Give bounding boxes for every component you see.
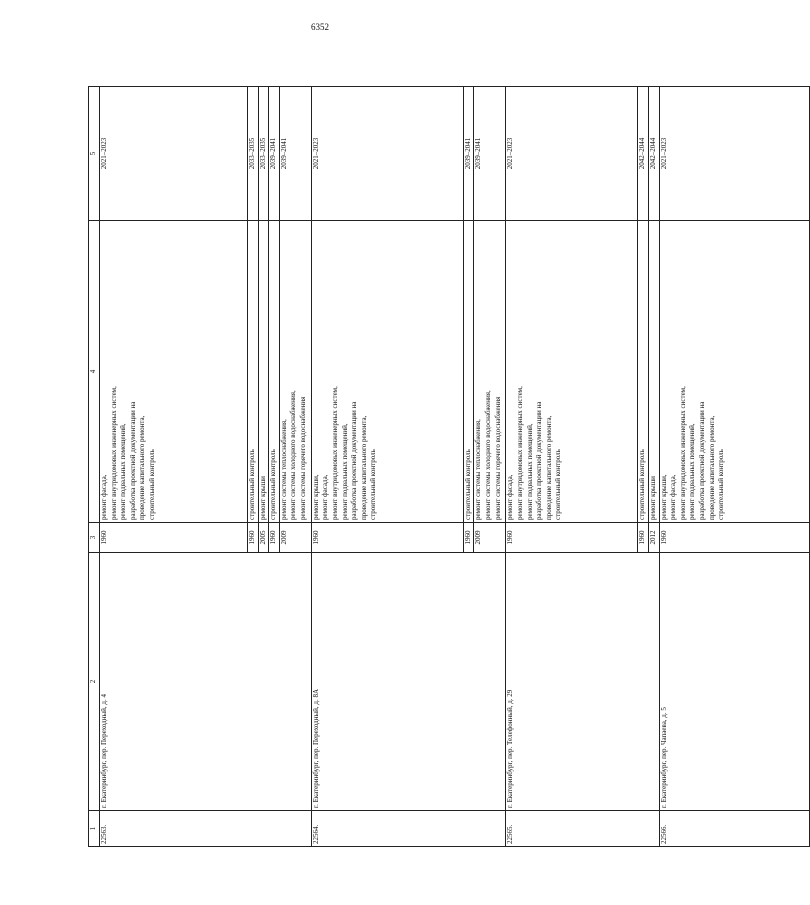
page-number: 6352 bbox=[311, 22, 329, 32]
header-col-5: 5 bbox=[89, 87, 100, 221]
year-cell: 1960 bbox=[311, 523, 463, 553]
period-cell: 2042–2044 bbox=[638, 87, 649, 221]
works-cell bbox=[506, 221, 638, 523]
works-cell bbox=[269, 221, 280, 523]
year-cell: 1960 bbox=[269, 523, 280, 553]
period-cell: 2021–2023 bbox=[659, 87, 809, 221]
period-cell: 2021–2023 bbox=[100, 87, 248, 221]
address-cell: г. Екатеринбург, пер. Телефонный, д. 29 bbox=[506, 553, 659, 811]
work-item: строительный контроль bbox=[269, 449, 278, 520]
header-col-4: 4 bbox=[89, 221, 100, 523]
work-item: строительный контроль bbox=[638, 449, 647, 520]
work-item: ремонт фасада, bbox=[321, 474, 330, 520]
rotated-page bbox=[88, 87, 726, 847]
work-item: ремонт фасада, bbox=[506, 474, 515, 520]
work-item: ремонт подвальных помещений, bbox=[688, 423, 697, 520]
header-col-1: 1 bbox=[89, 811, 100, 847]
header-row bbox=[89, 87, 100, 847]
work-item: ремонт системы теплоснабжения, bbox=[279, 419, 288, 520]
works-cell bbox=[248, 221, 259, 523]
period-cell: 2039–2041 bbox=[279, 87, 311, 221]
period-cell: 2042–2044 bbox=[648, 87, 659, 221]
work-item: разработка проектной документации на bbox=[128, 401, 137, 520]
work-item: строительный контроль bbox=[463, 449, 472, 520]
work-item: ремонт внутридомовых инженерных систем, bbox=[515, 386, 524, 520]
year-cell: 1960 bbox=[659, 523, 809, 553]
work-item: ремонт системы теплоснабжения, bbox=[474, 419, 483, 520]
year-cell: 2012 bbox=[648, 523, 659, 553]
work-item: ремонт системы холодного водоснабжения, bbox=[483, 390, 492, 520]
works-cell bbox=[258, 221, 269, 523]
year-cell: 1960 bbox=[638, 523, 649, 553]
work-item: ремонт крыши, bbox=[659, 474, 668, 520]
table-row bbox=[311, 87, 463, 847]
period-cell: 2039–2041 bbox=[474, 87, 506, 221]
work-item: строительный контроль bbox=[248, 449, 256, 520]
work-item: ремонт внутридомовых инженерных систем, bbox=[109, 386, 118, 520]
period-cell: 2021–2023 bbox=[506, 87, 638, 221]
works-cell bbox=[648, 221, 659, 523]
work-item: разработка проектной документации на bbox=[697, 401, 706, 520]
work-item: строительный контроль bbox=[369, 449, 378, 520]
header-col-3: 3 bbox=[89, 523, 100, 553]
year-cell: 1960 bbox=[463, 523, 474, 553]
work-item: проведение капитального ремонта, bbox=[359, 415, 368, 520]
works-cell bbox=[279, 221, 311, 523]
works-cell bbox=[311, 221, 463, 523]
work-item: ремонт внутридомовых инженерных систем, bbox=[330, 386, 339, 520]
table-body bbox=[100, 87, 810, 847]
year-cell: 1960 bbox=[248, 523, 259, 553]
work-item: разработка проектной документации на bbox=[535, 401, 544, 520]
work-item: ремонт системы холодного водоснабжения, bbox=[289, 390, 298, 520]
table-row bbox=[506, 87, 638, 847]
year-cell: 2009 bbox=[279, 523, 311, 553]
period-cell: 2021–2023 bbox=[311, 87, 463, 221]
period-cell: 2039–2041 bbox=[463, 87, 474, 221]
work-item: разработка проектной документации на bbox=[350, 401, 359, 520]
table-row bbox=[100, 87, 248, 847]
work-item: проведение капитального ремонта, bbox=[544, 415, 553, 520]
row-number-cell: 22566. bbox=[659, 811, 809, 847]
work-item: ремонт фасада, bbox=[100, 474, 108, 520]
work-item: ремонт подвальных помещений, bbox=[119, 423, 128, 520]
year-cell: 1960 bbox=[506, 523, 638, 553]
work-item: ремонт крыши bbox=[648, 476, 657, 520]
address-cell: г. Екатеринбург, пер. Переходный, д. 8А bbox=[311, 553, 506, 811]
work-item: ремонт крыши, bbox=[311, 474, 320, 520]
period-cell: 2033–2035 bbox=[248, 87, 259, 221]
work-item: ремонт системы горячего водоснабжения bbox=[493, 396, 502, 520]
work-item: ремонт системы горячего водоснабжения bbox=[298, 396, 307, 520]
works-cell bbox=[463, 221, 474, 523]
year-cell: 2005 bbox=[258, 523, 269, 553]
row-number-cell: 22565. bbox=[506, 811, 659, 847]
period-cell: 2033–2035 bbox=[258, 87, 269, 221]
works-cell bbox=[100, 221, 248, 523]
year-cell: 1960 bbox=[100, 523, 248, 553]
work-item: ремонт внутридомовых инженерных систем, bbox=[678, 386, 687, 520]
address-cell: г. Екатеринбург, пер. Переходный, д. 4 bbox=[100, 553, 312, 811]
work-item: строительный контроль bbox=[717, 449, 726, 520]
table-row bbox=[659, 87, 809, 847]
repair-schedule-table bbox=[88, 86, 810, 847]
work-item: строительный контроль bbox=[147, 449, 156, 520]
works-cell bbox=[474, 221, 506, 523]
work-item: ремонт подвальных помещений, bbox=[525, 423, 534, 520]
period-cell: 2039–2041 bbox=[269, 87, 280, 221]
work-item: строительный контроль bbox=[554, 449, 563, 520]
year-cell: 2009 bbox=[474, 523, 506, 553]
work-item: ремонт подвальных помещений, bbox=[340, 423, 349, 520]
row-number-cell: 22564. bbox=[311, 811, 506, 847]
works-cell bbox=[659, 221, 809, 523]
works-cell bbox=[638, 221, 649, 523]
work-item: проведение капитального ремонта, bbox=[707, 415, 716, 520]
address-cell: г. Екатеринбург, пер. Чапаева, д. 5 bbox=[659, 553, 809, 811]
header-col-2: 2 bbox=[89, 553, 100, 811]
work-item: ремонт фасада, bbox=[669, 474, 678, 520]
row-number-cell: 22563. bbox=[100, 811, 312, 847]
work-item: проведение капитального ремонта, bbox=[138, 415, 147, 520]
work-item: ремонт крыши bbox=[258, 476, 267, 520]
